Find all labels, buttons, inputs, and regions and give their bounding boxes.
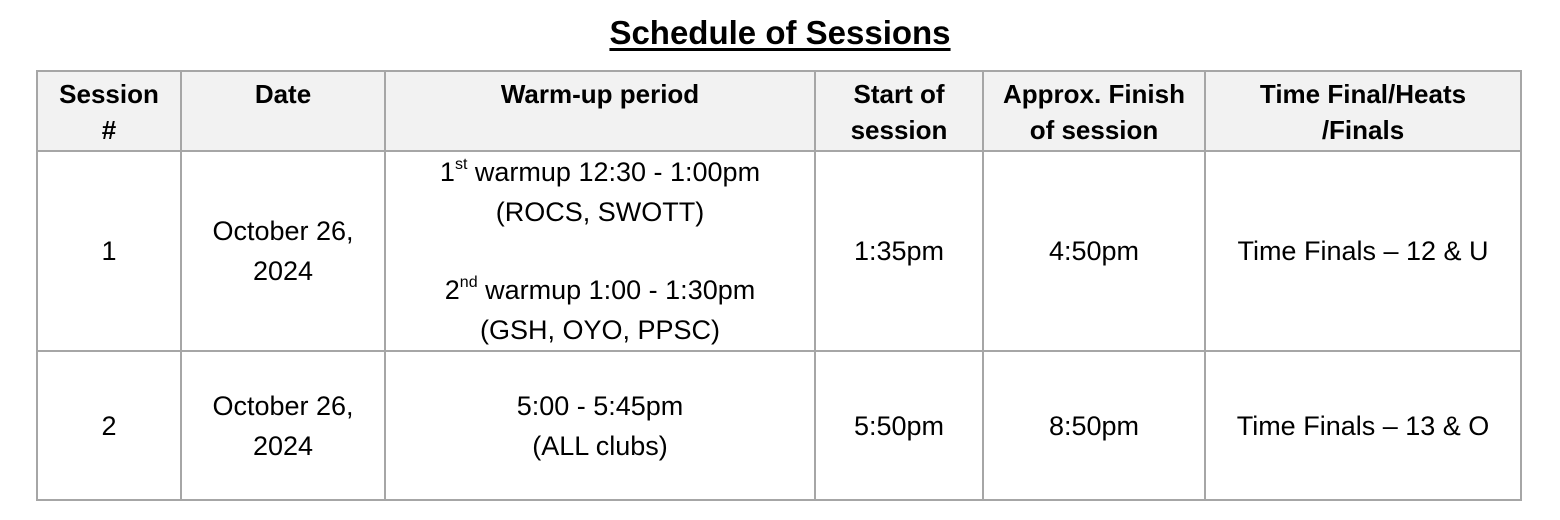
column-header-finish-line1: Approx. Finish xyxy=(1003,79,1185,109)
warmup-spacer xyxy=(394,232,806,270)
column-header-session-line2: # xyxy=(101,115,117,145)
session-number-cell: 1 xyxy=(37,151,181,351)
table-row xyxy=(37,151,1521,351)
column-header-date xyxy=(181,71,385,151)
warmup-first-clubs: (ROCS, SWOTT) xyxy=(495,197,705,227)
date-line1: October 26, xyxy=(212,390,354,421)
column-header-session-line1: Session xyxy=(59,79,159,109)
column-header-start-line1: Start of xyxy=(853,79,945,109)
warmup-first-ordinal: 1 xyxy=(439,157,455,187)
finish-time-cell: 8:50pm xyxy=(983,351,1205,500)
date-line2: 2024 xyxy=(252,430,314,461)
column-header-finish-line2: of session xyxy=(1029,115,1159,145)
column-header-format xyxy=(1205,71,1521,151)
schedule-table xyxy=(36,70,1522,501)
warmup-second-ordinal-suffix: nd xyxy=(459,274,478,291)
warmup-cell xyxy=(385,151,815,351)
warmup-first-ordinal-suffix: st xyxy=(454,156,468,173)
warmup-second-time xyxy=(394,270,806,310)
column-header-finish xyxy=(983,71,1205,151)
column-header-date-label: Date xyxy=(254,79,312,109)
date-line1: October 26, xyxy=(212,216,354,246)
format-cell: Time Finals – 13 & O xyxy=(1205,351,1521,500)
column-header-format-line2: /Finals xyxy=(1321,115,1405,145)
table-header-row xyxy=(37,71,1521,151)
start-time-cell: 5:50pm xyxy=(815,351,983,500)
warmup-time: 5:00 - 5:45pm xyxy=(516,390,684,421)
format-cell: Time Finals – 12 & U xyxy=(1205,151,1521,351)
date-cell xyxy=(181,151,385,351)
column-header-warmup-label: Warm-up period xyxy=(500,79,700,109)
column-header-start-line2: session xyxy=(850,115,948,145)
warmup-clubs: (ALL clubs) xyxy=(532,430,668,461)
column-header-start xyxy=(815,71,983,151)
warmup-first-time-text: warmup 12:30 - 1:00pm xyxy=(467,157,761,187)
column-header-session xyxy=(37,71,181,151)
column-header-warmup xyxy=(385,71,815,151)
start-time-cell: 1:35pm xyxy=(815,151,983,351)
warmup-second-time-text: warmup 1:00 - 1:30pm xyxy=(477,275,756,305)
date-line2: 2024 xyxy=(252,256,314,286)
session-number-cell: 2 xyxy=(37,351,181,500)
column-header-format-line1: Time Final/Heats xyxy=(1259,79,1467,109)
warmup-second-ordinal: 2 xyxy=(444,275,460,305)
date-cell xyxy=(181,351,385,500)
warmup-first-time xyxy=(394,152,806,192)
warmup-cell xyxy=(385,351,815,500)
table-row xyxy=(37,351,1521,500)
warmup-second-clubs: (GSH, OYO, PPSC) xyxy=(479,315,721,345)
finish-time-cell: 4:50pm xyxy=(983,151,1205,351)
page-title: Schedule of Sessions xyxy=(609,14,951,51)
